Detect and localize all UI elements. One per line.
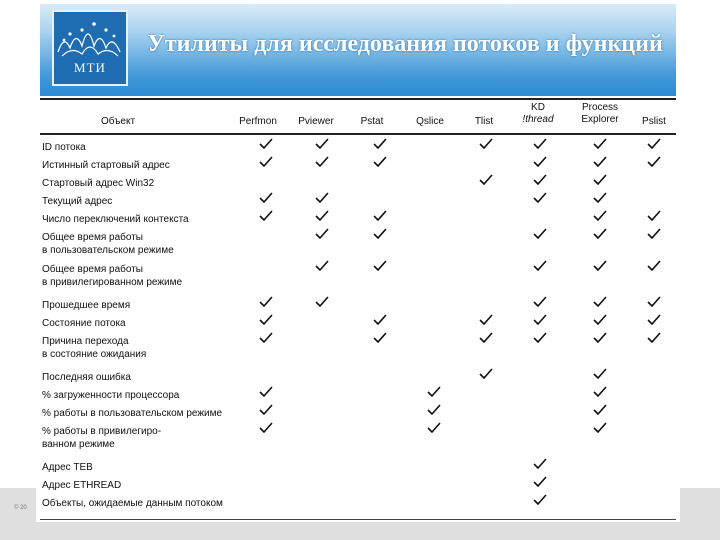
checkmark-icon (427, 386, 441, 396)
checkmark-icon (593, 314, 607, 324)
checkmark-icon (373, 228, 387, 238)
checkmark-icon (647, 314, 661, 324)
checkmark-icon (315, 156, 329, 166)
column-header: Qslice (416, 116, 444, 127)
checkmark-icon (479, 174, 493, 184)
row-label-line1: Последняя ошибка (42, 372, 131, 383)
checkmark-icon (593, 192, 607, 202)
checkmark-icon (647, 210, 661, 220)
checkmark-icon (259, 156, 273, 166)
checkmark-icon (533, 494, 547, 504)
checkmark-icon (533, 296, 547, 306)
row-label-line1: Объекты, ожидаемые данным потоком (42, 498, 223, 509)
checkmark-icon (533, 260, 547, 270)
checkmark-icon (533, 156, 547, 166)
table-row-label (42, 141, 86, 154)
checkmark-icon (259, 210, 273, 220)
table-row-label (42, 335, 146, 361)
checkmark-icon (647, 228, 661, 238)
table-row-label (42, 317, 126, 330)
footer-copyright: © 20 (14, 505, 27, 511)
column-header: Pstat (360, 116, 384, 127)
checkmark-icon (533, 458, 547, 468)
checkmark-icon (315, 228, 329, 238)
table-row-label (42, 159, 170, 172)
table-bottom-rule (40, 519, 676, 520)
row-label-line1: Причина перехода (42, 336, 129, 347)
mountains-icon (54, 12, 126, 62)
checkmark-icon (593, 174, 607, 184)
row-label-line1: Общее время работы (42, 264, 143, 275)
row-label-line1: Общее время работы (42, 232, 143, 243)
checkmark-icon (479, 314, 493, 324)
checkmark-icon (315, 138, 329, 148)
checkmark-icon (593, 228, 607, 238)
column-header: Tlist (474, 116, 494, 127)
row-label-line1: Стартовый адрес Win32 (42, 178, 155, 189)
row-label-line2: в пользовательском режиме (42, 245, 174, 256)
checkmark-icon (259, 138, 273, 148)
checkmark-icon (315, 260, 329, 270)
checkmark-icon (373, 332, 387, 342)
table-row-label (42, 497, 223, 510)
checkmark-icon (315, 210, 329, 220)
checkmark-icon (259, 422, 273, 432)
checkmark-icon (533, 174, 547, 184)
row-label-line1: ID потока (42, 142, 86, 153)
slide-title: Утилиты для исследования потоков и функций (147, 31, 663, 57)
row-label-line2: в состояние ожидания (42, 349, 147, 360)
checkmark-icon (479, 332, 493, 342)
checkmark-icon (259, 296, 273, 306)
checkmark-icon (479, 138, 493, 148)
column-header: Perfmon (239, 116, 277, 127)
checkmark-icon (533, 476, 547, 486)
checkmark-icon (373, 138, 387, 148)
table-row-label (42, 177, 154, 190)
row-label-line1: Состояние потока (42, 318, 126, 329)
table-row-label (42, 299, 130, 312)
row-label-line1: % загруженности процессора (42, 390, 180, 401)
checkmark-icon (593, 156, 607, 166)
column-header-line2: !thread (522, 114, 554, 125)
column-header-line1: KD (531, 102, 545, 113)
checkmark-icon (593, 138, 607, 148)
table-row-label (42, 407, 222, 420)
row-label-line1: % работы в привилегиро- (42, 426, 162, 437)
checkmark-icon (593, 368, 607, 378)
checkmark-icon (373, 156, 387, 166)
checkmark-icon (533, 228, 547, 238)
checkmark-icon (593, 296, 607, 306)
checkmark-icon (593, 210, 607, 220)
checkmark-icon (647, 332, 661, 342)
checkmark-icon (647, 156, 661, 166)
column-header: Объект (100, 116, 136, 127)
table-row-label (42, 231, 174, 257)
table-row-label (42, 425, 161, 451)
checkmark-icon (593, 332, 607, 342)
checkmark-icon (259, 386, 273, 396)
table-top-rule (40, 98, 676, 100)
checkmark-icon (593, 422, 607, 432)
row-label-line1: Прошедшее время (42, 300, 131, 311)
checkmark-icon (373, 314, 387, 324)
column-header: Pslist (642, 116, 666, 127)
row-label-line1: Адрес TEB (42, 462, 93, 473)
table-row-label (42, 389, 179, 402)
checkmark-icon (593, 404, 607, 414)
checkmark-icon (647, 296, 661, 306)
checkmark-icon (533, 138, 547, 148)
checkmark-icon (533, 192, 547, 202)
checkmark-icon (315, 192, 329, 202)
table-row-label (42, 195, 112, 208)
table-header-rule (40, 133, 676, 135)
checkmark-icon (259, 404, 273, 414)
table-row-label (42, 213, 189, 226)
row-label-line1: % работы в пользовательском режиме (42, 408, 223, 419)
row-label-line1: Истинный стартовый адрес (42, 160, 170, 171)
checkmark-icon (315, 296, 329, 306)
checkmark-icon (533, 332, 547, 342)
window-left-edge (0, 0, 8, 540)
checkmark-icon (647, 138, 661, 148)
checkmark-icon (593, 386, 607, 396)
table-row-label (42, 461, 93, 474)
table-row-label (42, 371, 131, 384)
row-label-line1: Текущий адрес (42, 196, 113, 207)
row-label-line1: Число переключений контекста (42, 214, 189, 225)
checkmark-icon (427, 404, 441, 414)
table-row-label (42, 479, 121, 492)
row-label-line1: Адрес ETHREAD (42, 480, 122, 491)
checkmark-icon (259, 332, 273, 342)
checkmark-icon (479, 368, 493, 378)
checkmark-icon (427, 422, 441, 432)
row-label-line2: ванном режиме (42, 439, 115, 450)
checkmark-icon (259, 314, 273, 324)
checkmark-icon (373, 210, 387, 220)
checkmark-icon (259, 192, 273, 202)
institute-logo (52, 10, 128, 86)
column-header-line1: Process (581, 102, 619, 113)
row-label-line2: в привилегированном режиме (42, 277, 183, 288)
table-row-label (42, 263, 182, 289)
column-header-line2: Explorer (581, 114, 619, 125)
column-header: Pviewer (298, 116, 334, 127)
checkmark-icon (593, 260, 607, 270)
checkmark-icon (647, 260, 661, 270)
checkmark-icon (373, 260, 387, 270)
checkmark-icon (533, 314, 547, 324)
logo-text: МТИ (74, 60, 106, 75)
